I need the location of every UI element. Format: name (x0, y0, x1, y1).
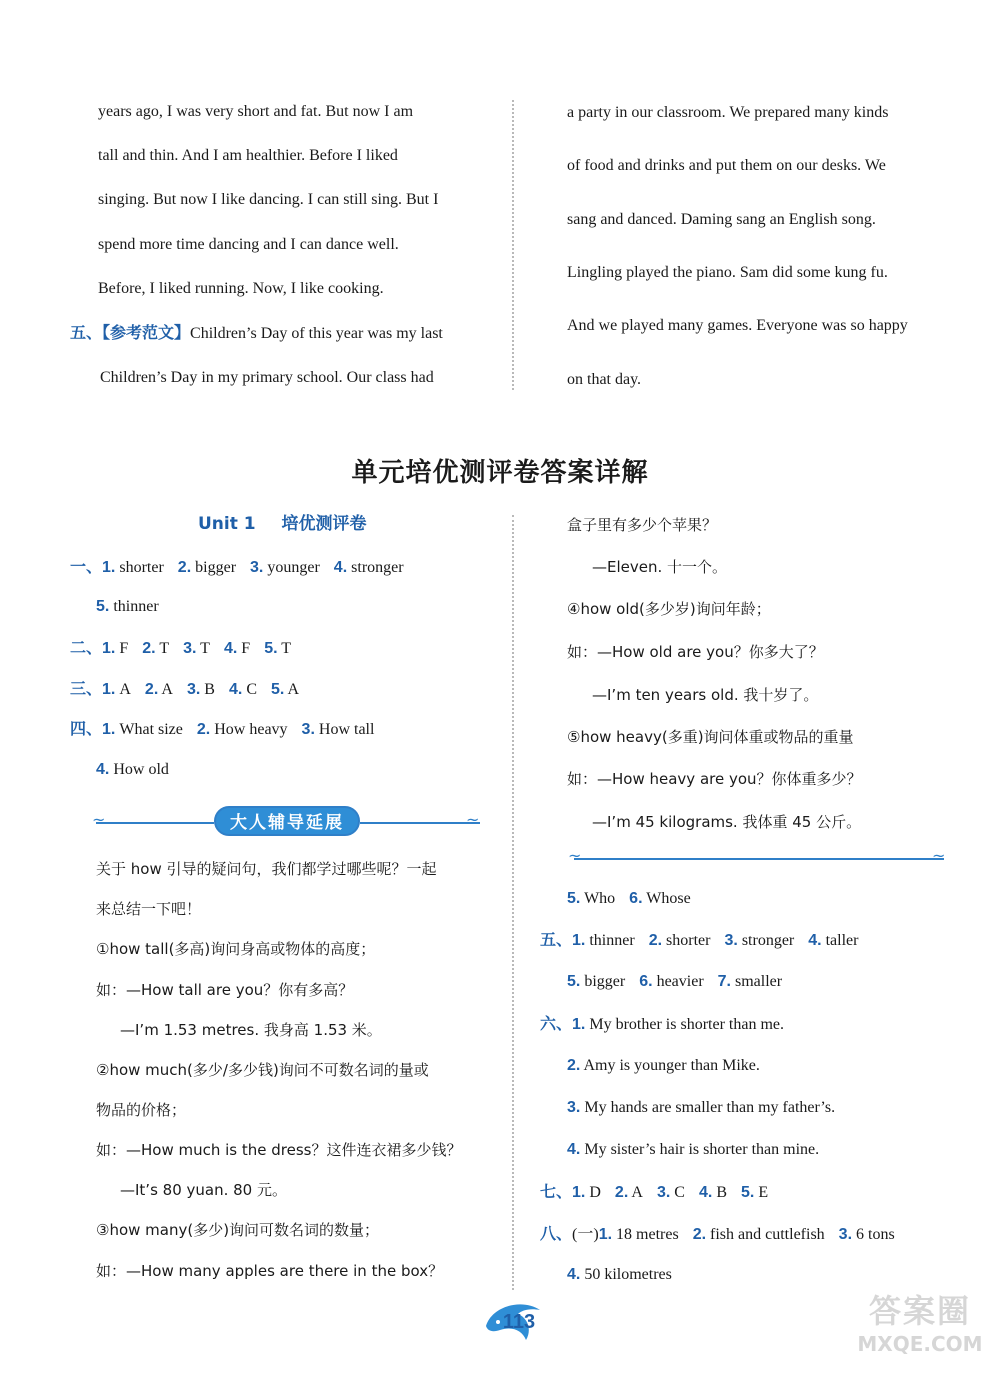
answer: C (674, 1184, 685, 1201)
section-eight-row2 (567, 1267, 672, 1283)
answer: shorter (119, 559, 164, 576)
section-six-row1 (540, 1016, 784, 1033)
answer: F (241, 640, 251, 657)
extension-line: —I’m ten years old. 我十岁了。 (592, 686, 819, 704)
extension-line: ⑤how heavy(多重)询问体重或物品的重量 (567, 728, 854, 746)
banner-rule-left (96, 822, 214, 824)
extension-line: ③how many(多少)询问可数名词的数量； (96, 1221, 380, 1239)
answer: taller (825, 932, 859, 949)
top-right-line: Lingling played the piano. Sam did some kung fu. (567, 264, 888, 281)
answer: How tall (318, 721, 375, 738)
answer: My brother is shorter than me. (589, 1016, 784, 1033)
section-one-row1 (70, 559, 404, 576)
unit-label: Unit 1 (198, 514, 256, 534)
section-eight-row1 (540, 1226, 895, 1243)
top-left-line: Before, I liked running. Now, I like cooking. (98, 280, 384, 297)
section-three-row (70, 681, 299, 698)
section-five-row1 (540, 932, 858, 949)
item-number: 2. (142, 640, 156, 657)
banner-curl-icon: ~ (466, 810, 480, 829)
essay-line-2: Children’s Day in my primary school. Our class had (100, 369, 434, 386)
extension-line: —I’m 1.53 metres. 我身高 1.53 米。 (120, 1021, 382, 1039)
answer: How old (113, 761, 169, 778)
top-right-line: a party in our classroom. We prepared many kinds (567, 104, 889, 121)
unit-name: 培优测评卷 (281, 514, 367, 534)
top-left-line: tall and thin. And I am healthier. Before I liked (98, 147, 398, 164)
banner-curl-icon: ~ (932, 846, 946, 865)
extension-banner: 大人辅导延展 (214, 806, 360, 836)
item-number: 2. (177, 559, 192, 576)
item-number: 5. (567, 890, 581, 907)
section-number: 五、 (70, 323, 103, 342)
item-number: 3. (301, 721, 315, 738)
item-number: 5. (96, 598, 110, 615)
column-divider-top (512, 100, 514, 390)
item-number: 7. (717, 973, 731, 990)
answer: younger (267, 559, 320, 576)
extension-line: ②how much(多少/多少钱)询问不可数名词的量或 (96, 1061, 429, 1079)
item-number: 1. (572, 932, 586, 949)
item-number: 2. (692, 1226, 707, 1243)
section-number: 三、 (70, 679, 103, 698)
extension-line: —Eleven. 十一个。 (592, 558, 728, 576)
item-number: 2. (614, 1184, 629, 1201)
answer: shorter (666, 932, 711, 949)
answer: bigger (195, 559, 237, 576)
item-number: 1. (102, 640, 116, 657)
top-left-line: years ago, I was very short and fat. But now I am (98, 103, 414, 120)
page-title: 单元培优测评卷答案详解 (351, 458, 649, 488)
banner-rule-right (360, 822, 480, 824)
extension-line: 如：—How old are you？你多大了？ (567, 643, 824, 661)
item-number: 3. (838, 1226, 853, 1243)
item-number: 4. (567, 1266, 581, 1283)
answer: E (758, 1184, 769, 1201)
extension-end-rule (574, 858, 944, 860)
watermark (850, 1290, 990, 1356)
item-number: 4. (698, 1184, 713, 1201)
page-number: 113 (502, 1311, 536, 1333)
item-number: 6. (639, 973, 653, 990)
item-number: 3. (250, 559, 264, 576)
item-number: 2. (648, 932, 663, 949)
item-number: 3. (186, 681, 201, 698)
item-number: 1. (102, 559, 116, 576)
item-number: 3. (183, 640, 197, 657)
item-number: 4. (228, 681, 243, 698)
extension-line: 物品的价格； (96, 1101, 187, 1119)
answer: How heavy (214, 721, 288, 738)
section-four-cont-row (567, 891, 691, 907)
top-right-line: sang and danced. Daming sang an English song. (567, 211, 876, 228)
answer: 6 tons (856, 1226, 895, 1243)
item-number: 3. (724, 932, 738, 949)
section-five-row2 (567, 974, 782, 990)
answer: T (281, 640, 292, 657)
extension-line: 关于 how 引导的疑问句，我们都学过哪些呢？一起 (96, 860, 437, 878)
answer: My hands are smaller than my father’s. (584, 1099, 836, 1116)
section-number: 五、 (540, 930, 573, 949)
answer: Who (584, 890, 616, 907)
item-number: 1. (598, 1226, 613, 1243)
extension-line: ①how tall(多高)询问身高或物体的高度； (96, 940, 376, 958)
item-number: 2. (567, 1057, 581, 1074)
unit-heading (198, 516, 366, 533)
answer: A (287, 681, 300, 698)
item-number: 4. (333, 559, 348, 576)
answer: A (631, 1184, 643, 1201)
section-four-row1 (70, 721, 374, 738)
extension-line: 如：—How many apples are there in the box？ (96, 1262, 444, 1280)
answer: smaller (734, 973, 783, 990)
column-divider-bottom (512, 515, 514, 1290)
answer: F (119, 640, 129, 657)
section-number: 八、 (540, 1224, 573, 1243)
item-number: 5. (567, 973, 581, 990)
answer: My sister’s hair is shorter than mine. (584, 1141, 820, 1158)
section-number: 四、 (70, 719, 103, 738)
top-left-line: spend more time dancing and I can dance well. (98, 236, 399, 253)
section-number: 一、 (70, 557, 103, 576)
extension-line: —It’s 80 yuan. 80 元。 (120, 1181, 287, 1199)
section-six-row4 (567, 1142, 819, 1158)
answer: heavier (656, 973, 704, 990)
section-one-row2 (96, 599, 159, 615)
item-number: 4. (223, 640, 238, 657)
section-seven-row (540, 1184, 768, 1201)
top-left-line: singing. But now I like dancing. I can still sing. But I (98, 191, 439, 208)
answer: C (246, 681, 257, 698)
answer: 50 kilometres (584, 1266, 672, 1283)
answer: B (204, 681, 215, 698)
item-number: 4. (808, 932, 822, 949)
section-number: 六、 (540, 1014, 573, 1033)
answer: What size (119, 721, 183, 738)
top-right-line: of food and drinks and put them on our desks. We (567, 157, 886, 174)
answer: T (159, 640, 170, 657)
essay-tag: 【参考范文】 (102, 323, 191, 342)
answer: thinner (589, 932, 635, 949)
item-number: 2. (196, 721, 211, 738)
section-two-row (70, 640, 291, 657)
item-number: 2. (144, 681, 159, 698)
answer: B (716, 1184, 727, 1201)
answer: thinner (113, 598, 159, 615)
answer: bigger (584, 973, 626, 990)
section-number: 二、 (70, 638, 103, 657)
section-six-row3 (567, 1100, 835, 1116)
item-number: 3. (567, 1099, 581, 1116)
watermark-url: MXQE.COM (857, 1332, 983, 1356)
extension-line: 如：—How much is the dress？这件连衣裙多少钱？ (96, 1141, 462, 1159)
answer: Amy is younger than Mike. (583, 1057, 760, 1074)
essay-line-1 (70, 325, 443, 342)
item-number: 5. (264, 640, 278, 657)
section-six-row2 (567, 1058, 760, 1074)
item-number: 1. (572, 1184, 586, 1201)
item-number: 5. (270, 681, 285, 698)
extension-line: 如：—How tall are you？你有多高？ (96, 981, 354, 999)
answer: A (161, 681, 173, 698)
answer: D (589, 1184, 601, 1201)
top-right-line: And we played many games. Everyone was so happy (567, 317, 908, 334)
item-number: 5. (740, 1184, 755, 1201)
extension-line: —I’m 45 kilograms. 我体重 45 公斤。 (592, 813, 862, 831)
subsection-label: (一) (572, 1226, 599, 1243)
section-four-row2 (96, 762, 169, 778)
banner-curl-icon: ~ (568, 846, 582, 865)
answer: Whose (646, 890, 691, 907)
watermark-logo: 答案圈 (868, 1292, 971, 1330)
answer: stronger (351, 559, 404, 576)
banner-curl-icon: ~ (92, 810, 106, 829)
top-right-line: on that day. (567, 371, 642, 388)
extension-line: ④how old(多少岁)询问年龄； (567, 600, 771, 618)
item-number: 3. (656, 1184, 671, 1201)
item-number: 6. (629, 890, 643, 907)
section-number: 七、 (540, 1182, 573, 1201)
item-number: 4. (567, 1141, 581, 1158)
item-number: 1. (102, 721, 116, 738)
answer: A (119, 681, 131, 698)
answer: 18 metres (616, 1226, 679, 1243)
essay-text: Children’s Day of this year was my last (190, 325, 443, 342)
answer: T (200, 640, 210, 657)
answer: fish and cuttlefish (710, 1226, 825, 1243)
item-number: 4. (96, 761, 110, 778)
extension-line: 如：—How heavy are you？你体重多少？ (567, 770, 862, 788)
extension-line: 盒子里有多少个苹果？ (567, 516, 718, 534)
answer: stronger (741, 932, 795, 949)
extension-line: 来总结一下吧！ (96, 900, 202, 918)
item-number: 1. (102, 681, 116, 698)
item-number: 1. (572, 1016, 586, 1033)
